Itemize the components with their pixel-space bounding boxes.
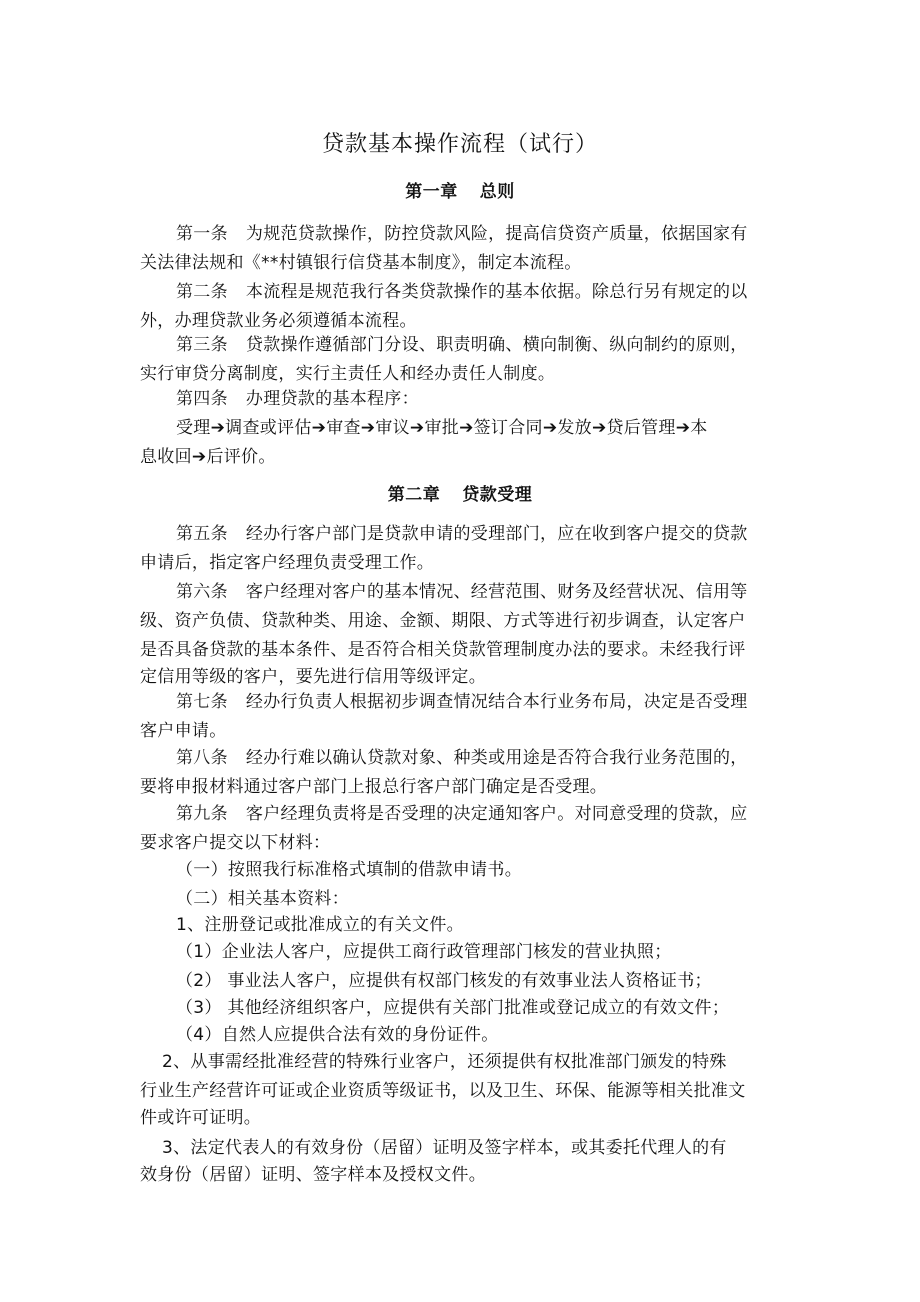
list-item: （二）相关基本资料：	[176, 889, 349, 909]
list-item: （4）自然人应提供合法有效的身份证件。	[176, 1025, 499, 1045]
article-label: 第五条	[176, 524, 228, 544]
article-text: 贷款操作遵循部门分设、职责明确、横向制衡、纵向制约的原则，	[245, 335, 748, 355]
article-6-line-3: 是否具备贷款的基本条件、是否符合相关贷款管理制度办法的要求。未经我行评	[140, 640, 746, 660]
article-4-line-1	[176, 385, 419, 413]
article-text: 客户经理负责将是否受理的决定通知客户。对同意受理的贷款，应	[245, 804, 748, 824]
article-label: 第四条	[176, 389, 228, 409]
article-3-line-1	[176, 331, 748, 359]
chapter-name: 贷款受理	[462, 485, 533, 505]
article-label: 第六条	[176, 582, 228, 602]
article-text: 客户经理对客户的基本情况、经营范围、财务及经营状况、信用等	[245, 582, 748, 602]
procedure-line-2: 息收回➔后评价。	[140, 447, 276, 467]
article-text: 经办行负责人根据初步调查情况结合本行业务布局，决定是否受理	[245, 692, 748, 712]
article-6-line-4: 定信用等级的客户，要先进行信用等级评定。	[140, 667, 486, 687]
article-label: 第七条	[176, 692, 228, 712]
list-item: 2、从事需经批准经营的特殊行业客户，还须提供有权批准部门颁发的特殊	[162, 1052, 727, 1072]
article-9-line-1	[176, 800, 748, 828]
article-1-line-2: 关法律法规和《**村镇银行信贷基本制度》，制定本流程。	[140, 253, 582, 273]
article-3-line-2: 实行审贷分离制度，实行主责任人和经办责任人制度。	[140, 364, 556, 384]
article-text: 本流程是规范我行各类贷款操作的基本依据。除总行另有规定的以	[245, 282, 748, 302]
article-text: 经办行难以确认贷款对象、种类或用途是否符合我行业务范围的，	[245, 748, 748, 768]
procedure-line-1: 受理➔调查或评估➔审查➔审议➔审批➔签订合同➔发放➔贷后管理➔本	[176, 418, 708, 438]
article-text: 办理贷款的基本程序：	[245, 389, 419, 409]
article-label: 第一条	[176, 224, 228, 244]
article-label: 第八条	[176, 748, 228, 768]
chapter-name: 总则	[479, 182, 515, 202]
list-item: （2） 事业法人客户，应提供有权部门核发的有效事业法人资格证书；	[176, 971, 712, 991]
article-8-line-1	[176, 744, 748, 772]
article-6-line-1	[176, 578, 748, 606]
article-6-line-2: 级、资产负债、贷款种类、用途、金额、期限、方式等进行初步调查，认定客户	[140, 611, 746, 631]
list-item: （1）企业法人客户，应提供工商行政管理部门核发的营业执照；	[176, 942, 672, 962]
article-1-line-1	[176, 220, 748, 248]
document-title: 贷款基本操作流程（试行）	[321, 132, 598, 157]
list-item: 3、法定代表人的有效身份（居留）证明及签字样本，或其委托代理人的有	[162, 1138, 727, 1158]
list-item: （一）按照我行标准格式填制的借款申请书。	[176, 860, 522, 880]
list-item-continuation: 件或许可证明。	[140, 1108, 262, 1128]
article-5-line-1	[176, 520, 748, 548]
list-item-continuation: 效身份（居留）证明、签字样本及授权文件。	[140, 1165, 486, 1185]
article-label: 第二条	[176, 282, 228, 302]
list-item: 1、注册登记或批准成立的有关文件。	[176, 915, 464, 935]
article-7-line-2: 客户申请。	[140, 721, 227, 741]
article-label: 第三条	[176, 335, 228, 355]
article-text: 为规范贷款操作，防控贷款风险，提高信贷资产质量，依据国家有	[245, 224, 748, 244]
chapter-number: 第一章	[405, 182, 458, 202]
article-8-line-2: 要将申报材料通过客户部门上报总行客户部门确定是否受理。	[140, 777, 608, 797]
article-5-line-2: 申请后，指定客户经理负责受理工作。	[140, 553, 435, 573]
chapter-number: 第二章	[387, 485, 441, 505]
chapter-heading-2	[0, 481, 920, 509]
article-2-line-1	[176, 278, 748, 306]
chapter-heading-1	[0, 178, 920, 206]
list-item: （3） 其他经济组织客户，应提供有关部门批准或登记成立的有效文件；	[176, 998, 730, 1018]
article-7-line-1	[176, 688, 748, 716]
list-item-continuation: 行业生产经营许可证或企业资质等级证书，以及卫生、环保、能源等相关批准文	[140, 1081, 746, 1101]
article-text: 经办行客户部门是贷款申请的受理部门，应在收到客户提交的贷款	[245, 524, 748, 544]
article-9-line-2: 要求客户提交以下材料：	[140, 833, 331, 853]
article-label: 第九条	[176, 804, 228, 824]
article-2-line-2: 外，办理贷款业务必须遵循本流程。	[140, 311, 417, 331]
